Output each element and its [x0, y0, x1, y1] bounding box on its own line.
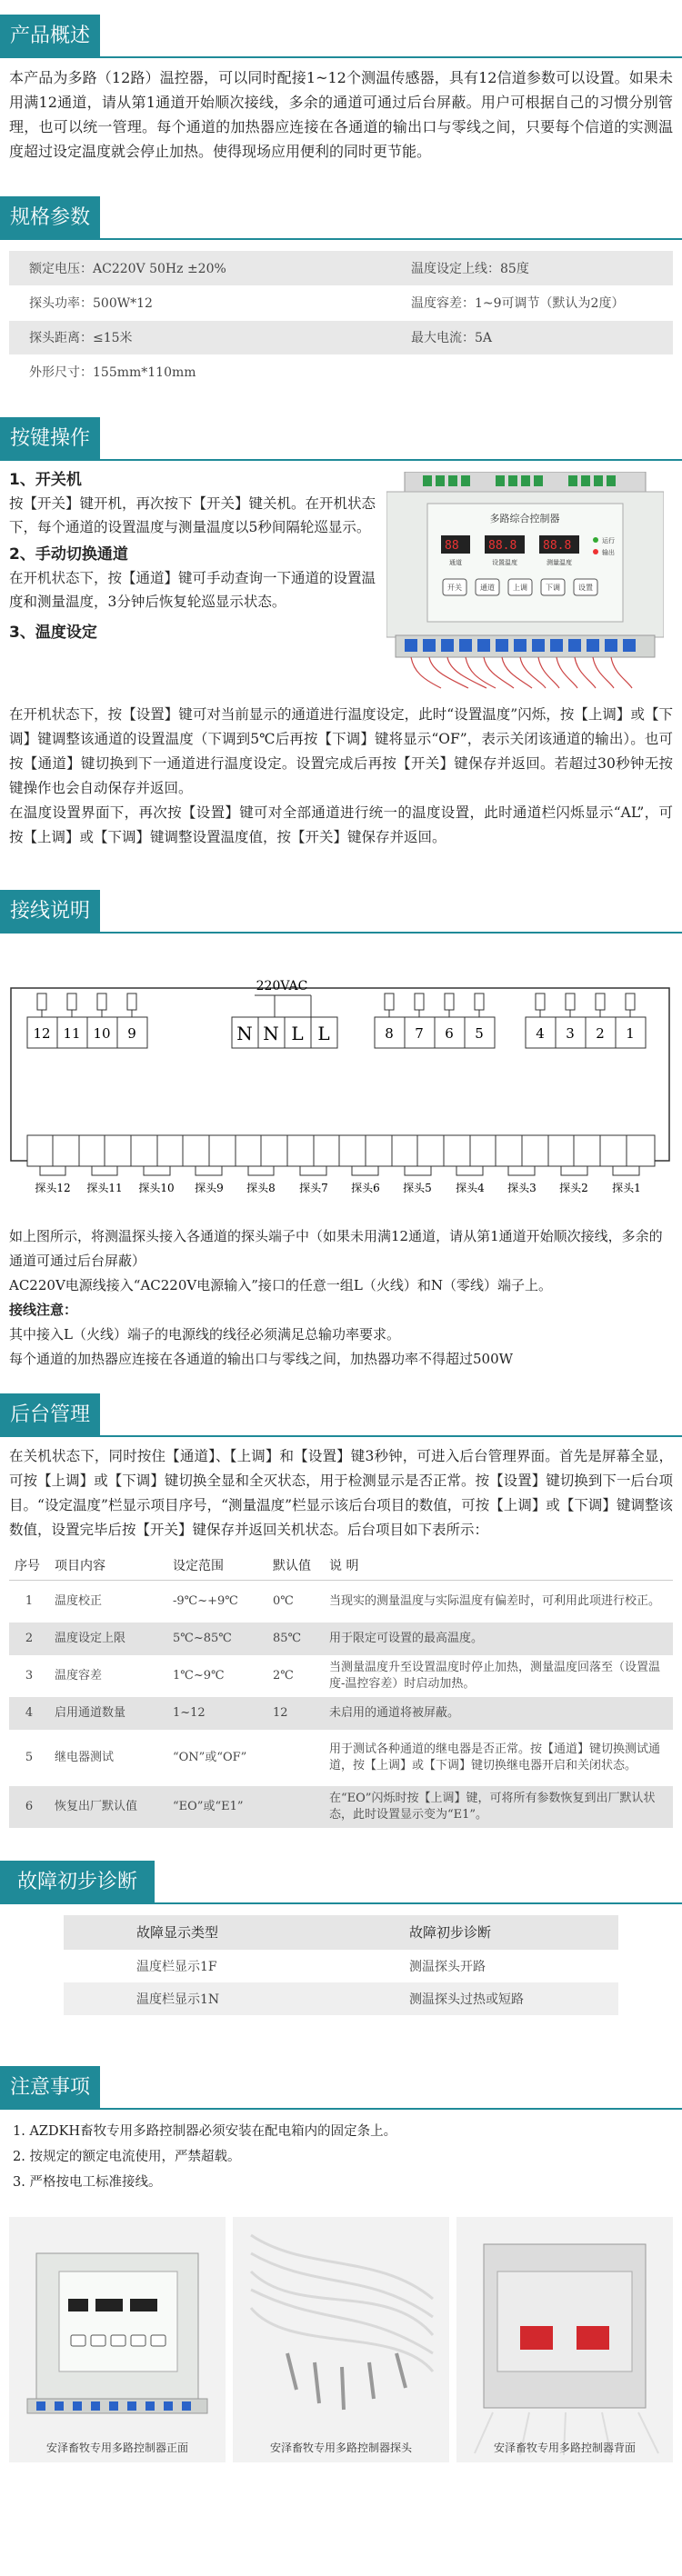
- divider: [155, 1902, 682, 1904]
- backend-text: 在关机状态下，同时按住【通道】、【上调】和【设置】键3秒钟，可进入后台管理界面。首先是屏幕全显，可按【上调】或【下调】键切换全显和全灭状态，用于检测显示是否正常。按【设置】键切换到下一后台项目。“设定温度”栏显示项目序号，“测量温度”栏显示该后台项目的数值，可按【上调】或【下调】键调整该数值，设置完毕后按【开关】键保存并返回关机状态。后台项目如下表所示：: [9, 1447, 673, 1538]
- op-text: 在开机状态下，按【通道】键可手动查询一下通道的设置温度和测量温度，3分钟后恢复轮巡显示状态。: [9, 569, 376, 610]
- cell: 当现实的测量温度与实际温度有偏差时，可利用此项进行校正。: [329, 1593, 661, 1608]
- divider: [100, 1435, 682, 1437]
- terminal-label: 12: [33, 1024, 51, 1042]
- photo-caption: 安泽畜牧专用多路控制器正面: [45, 2441, 188, 2454]
- cell: “EO”或“E1”: [167, 1786, 267, 1828]
- terminal-label: 7: [415, 1024, 424, 1042]
- cell: 温度栏显示1F: [136, 1959, 217, 1974]
- column-header: 项目内容: [49, 1552, 167, 1581]
- photo-front: [9, 2217, 226, 2462]
- section-header-overview: [0, 9, 682, 62]
- section-title: 规格参数: [0, 196, 100, 240]
- spec-cell: 外形尺寸：155mm*110mm: [9, 354, 391, 389]
- probe-label: 探头8: [246, 1181, 276, 1194]
- table-header-row: [64, 1915, 618, 1950]
- column-header: 默认值: [267, 1552, 324, 1581]
- cell: 2℃: [273, 1668, 294, 1682]
- list-item: 1. AZDKH畜牧专用多路控制器必须安装在配电箱内的固定条上。: [13, 2123, 397, 2139]
- section-title: 注意事项: [0, 2066, 100, 2110]
- section-header-notes: [0, 2061, 682, 2113]
- cell: 启用通道数量: [49, 1697, 167, 1730]
- spec-cell: [391, 354, 673, 389]
- device-led-label: 输出: [602, 548, 615, 556]
- column-header: 故障显示类型: [64, 1915, 336, 1950]
- power-terminal: L: [317, 1022, 330, 1044]
- device-led-label: 运行: [602, 536, 615, 544]
- svg-text:88.8: 88.8: [488, 538, 517, 553]
- table-row: [9, 320, 673, 354]
- divider: [100, 238, 682, 240]
- probe-label: 探头10: [138, 1181, 175, 1194]
- table-row: [64, 1982, 618, 2015]
- probe-label: 探头5: [403, 1181, 432, 1194]
- column-header: 序号: [9, 1552, 49, 1581]
- wiring-desc: AC220V电源线接入“AC220V电源输入”接口的任意一组L（火线）和N（零线）端子上。: [9, 1276, 552, 1293]
- photo-caption: 安泽畜牧专用多路控制器背面: [493, 2441, 636, 2454]
- cell: 未启用的通道将被屏蔽。: [324, 1697, 673, 1730]
- terminal-label: 10: [93, 1024, 111, 1042]
- table-row: [9, 1622, 673, 1655]
- cell: 温度栏显示1N: [64, 1982, 336, 2015]
- cell: 恢复出厂默认值: [49, 1786, 167, 1828]
- cell: 3: [25, 1668, 34, 1682]
- table-row: [9, 251, 673, 285]
- terminal-label: 5: [475, 1024, 484, 1042]
- probe-label: 探头7: [299, 1181, 328, 1194]
- section-title: 故障初步诊断: [0, 1861, 155, 1904]
- device-button: 开关: [447, 583, 462, 592]
- cell: 12: [267, 1697, 324, 1730]
- device-title: 多路综合控制器: [489, 512, 560, 524]
- svg-text:88: 88: [445, 538, 459, 553]
- cell: 用于限定可设置的最高温度。: [324, 1622, 673, 1655]
- cell: 1℃~9℃: [173, 1668, 225, 1682]
- cell: 温度校正: [55, 1593, 103, 1608]
- device-button: 设置: [578, 583, 593, 592]
- spec-cell: 探头功率：500W*12: [9, 285, 391, 320]
- table-row: [9, 1697, 673, 1730]
- wiring-diagram: [9, 954, 673, 1217]
- cell: “ON”或“OF”: [173, 1750, 247, 1764]
- cell: 2: [9, 1622, 49, 1655]
- cell: 85℃: [267, 1622, 324, 1655]
- op-heading: 1、开关机: [9, 470, 82, 489]
- terminal-label: 9: [127, 1024, 136, 1042]
- list-item: 3. 严格按电工标准接线。: [13, 2174, 162, 2190]
- power-terminal: L: [291, 1022, 304, 1044]
- wiring-note-title: 接线注意：: [9, 1301, 78, 1318]
- op-heading: 2、手动切换通道: [9, 544, 128, 564]
- power-terminal: N: [263, 1022, 279, 1044]
- spec-cell: 探头距离：≤15米: [9, 320, 391, 354]
- cell: [267, 1730, 324, 1786]
- table-row: [9, 1730, 673, 1786]
- device-button: 上调: [513, 583, 527, 592]
- spec-table: [9, 251, 673, 390]
- table-row: [9, 354, 673, 389]
- column-header: 说 明: [324, 1552, 673, 1581]
- notes-list: [0, 2113, 682, 2201]
- divider: [100, 2108, 682, 2110]
- cell: 4: [9, 1697, 49, 1730]
- table-row: [9, 1655, 673, 1697]
- cell: 继电器测试: [55, 1750, 115, 1764]
- controller-illustration: [386, 472, 664, 690]
- cell: 当测量温度升至设置温度时停止加热，测量温度回落至（设置温度-温控容差）时启动加热。: [329, 1660, 661, 1691]
- fault-table: [64, 1915, 618, 2015]
- device-button: 下调: [546, 583, 560, 592]
- cell: 1~12: [167, 1697, 267, 1730]
- table-row: [9, 1786, 673, 1828]
- cell: 用于测试各种通道的继电器是否正常。按【通道】键切换测试通道，按【上调】或【下调】键切换继电器开启和关闭状态。: [329, 1742, 661, 1772]
- terminal-label: 2: [596, 1024, 605, 1042]
- photo-probe: [233, 2217, 449, 2462]
- terminal-label: 3: [566, 1024, 575, 1042]
- op-heading: 3、温度设定: [9, 623, 97, 642]
- probe-label: 探头12: [35, 1181, 71, 1194]
- probe-label: 探头9: [195, 1181, 224, 1194]
- probe-label: 探头11: [86, 1181, 123, 1194]
- section-title: 产品概述: [0, 15, 100, 58]
- cell: 温度设定上限: [49, 1622, 167, 1655]
- divider: [100, 459, 682, 461]
- device-label: 通道: [449, 558, 462, 566]
- terminal-label: 4: [536, 1024, 545, 1042]
- photo-caption: 安泽畜牧专用多路控制器探头: [269, 2441, 412, 2454]
- terminal-label: 1: [626, 1024, 635, 1042]
- probe-label: 探头6: [351, 1181, 380, 1194]
- table-row: [9, 1581, 673, 1622]
- cell: 1: [25, 1593, 34, 1608]
- spec-cell: 最大电流：5A: [391, 320, 673, 354]
- section-header-specs: [0, 191, 682, 244]
- product-photos: [0, 2217, 682, 2462]
- probe-label: 探头4: [456, 1181, 485, 1194]
- cell: 6: [9, 1786, 49, 1828]
- terminal-label: 8: [385, 1024, 394, 1042]
- section-header-fault: [0, 1855, 682, 1908]
- table-row: [64, 1950, 618, 1982]
- cell: -9℃~+9℃: [173, 1593, 238, 1608]
- photo-back: [456, 2217, 673, 2462]
- section-header-wiring: [0, 884, 682, 937]
- cell: 测温探头开路: [409, 1959, 486, 1974]
- section-title: 按键操作: [0, 417, 100, 461]
- spec-cell: 温度设定上线：85度: [391, 251, 673, 285]
- cell: 5: [25, 1750, 34, 1764]
- column-header: 设定范围: [167, 1552, 267, 1581]
- spec-cell: 额定电压：AC220V 50Hz ±20%: [9, 251, 391, 285]
- section-header-operation: [0, 412, 682, 464]
- table-header-row: [9, 1552, 673, 1581]
- device-button: 通道: [480, 583, 495, 592]
- wiring-desc: 如上图所示，将测温探头接入各通道的探头端子中（如果未用满12通道，请从第1通道开始顺次接线，多余的通道可通过后台屏蔽）: [9, 1227, 663, 1269]
- terminal-label: 6: [445, 1024, 454, 1042]
- table-row: [9, 285, 673, 320]
- terminal-label: 11: [63, 1024, 81, 1042]
- wiring-note: 其中接入L（火线）端子的电源线的线径必须满足总输功率要求。: [9, 1325, 400, 1343]
- divider: [100, 932, 682, 934]
- cell: 温度容差: [55, 1668, 103, 1682]
- operation-block: [0, 464, 682, 883]
- voltage-label: 220VAC: [256, 978, 308, 993]
- wiring-note: 每个通道的加热器应连接在各通道的输出口与零线之间，加热器功率不得超过500W: [9, 1350, 514, 1367]
- op-text: 在温度设置界面下，再次按【设置】键可对全部通道进行统一的温度设置，此时通道栏闪烁显示“AL”，可按【上调】或【下调】键调整设置温度值，按【开关】键保存并返回。: [9, 804, 673, 845]
- section-title: 接线说明: [0, 890, 100, 934]
- column-header: 故障初步诊断: [336, 1915, 618, 1950]
- cell: [267, 1786, 324, 1828]
- section-header-backend: [0, 1388, 682, 1441]
- divider: [100, 56, 682, 58]
- device-label: 测量温度: [547, 558, 572, 566]
- cell: 在“EO”闪烁时按【上调】键，可将所有参数恢复到出厂默认状态，此时设置显示变为“E1”。: [324, 1786, 673, 1828]
- op-text: 按【开关】键开机，再次按下【开关】键关机。在开机状态下，每个通道的设置温度与测量温度以5秒间隔轮巡显示。: [9, 494, 376, 535]
- cell: 测温探头过热或短路: [336, 1982, 618, 2015]
- cell: 5℃~85℃: [167, 1622, 267, 1655]
- cell: 0℃: [273, 1593, 294, 1608]
- backend-table: [9, 1552, 673, 1828]
- device-label: 设置温度: [492, 558, 517, 566]
- section-title: 后台管理: [0, 1393, 100, 1437]
- list-item: 2. 按规定的额定电流使用，严禁超载。: [13, 2149, 241, 2164]
- overview-text: 本产品为多路（12路）温控器，可以同时配接1~12个测温传感器，具有12信道参数可以设置。如果未用满12通道，请从第1通道开始顺次接线，多余的通道可通过后台屏蔽。用户可根据自己的习惯分别管理，也可以统一管理。每个通道的加热器应连接在各通道的输出口与零线之间，只要每个信道的实测温度超过设定温度就会停止加热。使得现场应用便利的同时更节能。: [9, 69, 673, 160]
- probe-label: 探头3: [507, 1181, 537, 1194]
- spec-cell: 温度容差：1~9可调节（默认为2度）: [391, 285, 673, 320]
- power-terminal: N: [236, 1022, 253, 1044]
- probe-label: 探头1: [612, 1181, 641, 1194]
- op-text: 在开机状态下，按【设置】键可对当前显示的通道进行温度设定，此时“设置温度”闪烁，按【上调】或【下调】键调整该通道的设置温度（下调到5℃后再按【下调】键将显示“OF”，表示关闭该通道的输出）。也可按【通道】键切换到下一通道进行温度设定。设置完成后再按【开关】键保存并返回。若超过30秒钟无按键操作也会自动保存并返回。: [9, 705, 673, 796]
- svg-text:88.8: 88.8: [543, 538, 572, 553]
- probe-label: 探头2: [559, 1181, 588, 1194]
